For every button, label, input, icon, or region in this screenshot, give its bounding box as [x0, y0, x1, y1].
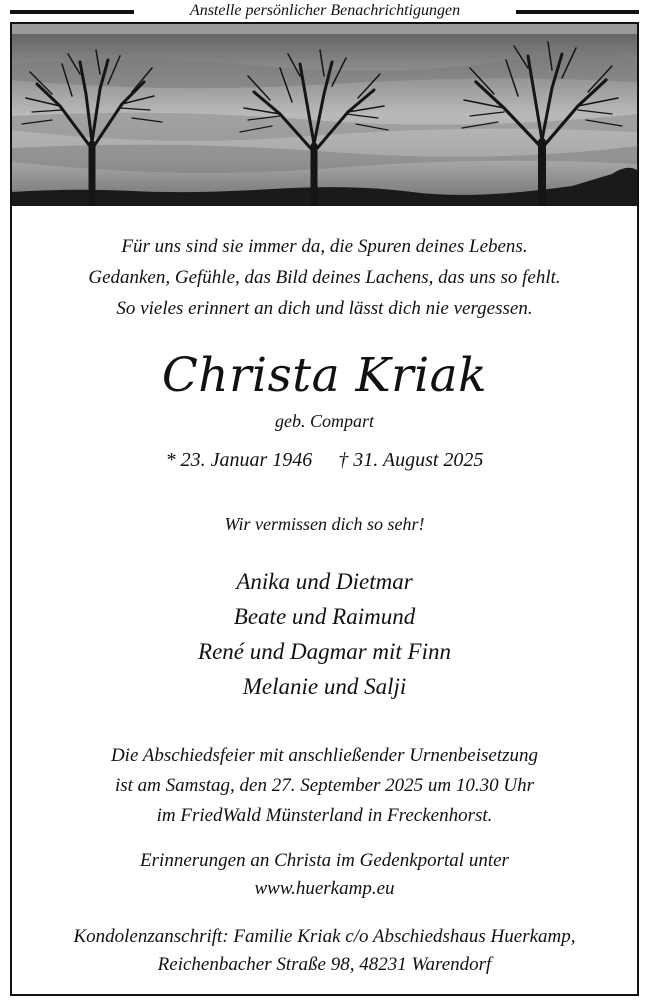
family-member: Beate und Raimund: [233, 604, 416, 629]
header-rule-left: [10, 10, 134, 14]
family-member: René und Dagmar mit Finn: [198, 639, 451, 664]
poem-line: Für uns sind sie immer da, die Spuren deines Lebens.: [121, 236, 528, 257]
condolence-line: Kondolenzanschrift: Familie Kriak c/o Abschiedshaus Huerkamp,: [73, 926, 576, 947]
born-name: geb. Compart: [275, 411, 374, 431]
memorial-url: www.huerkamp.eu: [254, 878, 395, 899]
memorial-portal: [12, 847, 637, 903]
service-info: [12, 741, 637, 831]
obituary-frame: [10, 22, 639, 996]
header-text: Anstelle persönlicher Benachrichtigungen: [189, 2, 461, 19]
header-rule-right: [516, 10, 639, 14]
condolence-line: Reichenbacher Straße 98, 48231 Warendorf: [157, 954, 492, 975]
poem-line: So vieles erinnert an dich und lässt dich nie vergessen.: [116, 298, 533, 319]
condolence-address: [12, 923, 637, 979]
deceased-name: Christa Kriak: [161, 348, 488, 403]
trees-at-dusk-photo: [12, 24, 637, 206]
life-dates: [12, 445, 637, 475]
death-date: † 31. August 2025: [338, 449, 484, 471]
family-member: Melanie und Salji: [242, 674, 407, 699]
service-line: ist am Samstag, den 27. September 2025 um 10.30 Uhr: [114, 775, 535, 796]
memorial-line: Erinnerungen an Christa im Gedenkportal unter: [140, 850, 509, 871]
miss-line: Wir vermissen dich so sehr!: [224, 514, 425, 534]
service-line: im FriedWald Münsterland in Freckenhorst.: [156, 805, 493, 826]
family-member: Anika und Dietmar: [236, 569, 413, 594]
poem: [12, 231, 637, 324]
poem-line: Gedanken, Gefühle, das Bild deines Lachens, das uns so fehlt.: [88, 267, 561, 288]
service-line: Die Abschiedsfeier mit anschließender Urnenbeisetzung: [110, 745, 539, 766]
family-list: [12, 564, 637, 704]
birth-date: * 23. Januar 1946: [165, 449, 313, 471]
